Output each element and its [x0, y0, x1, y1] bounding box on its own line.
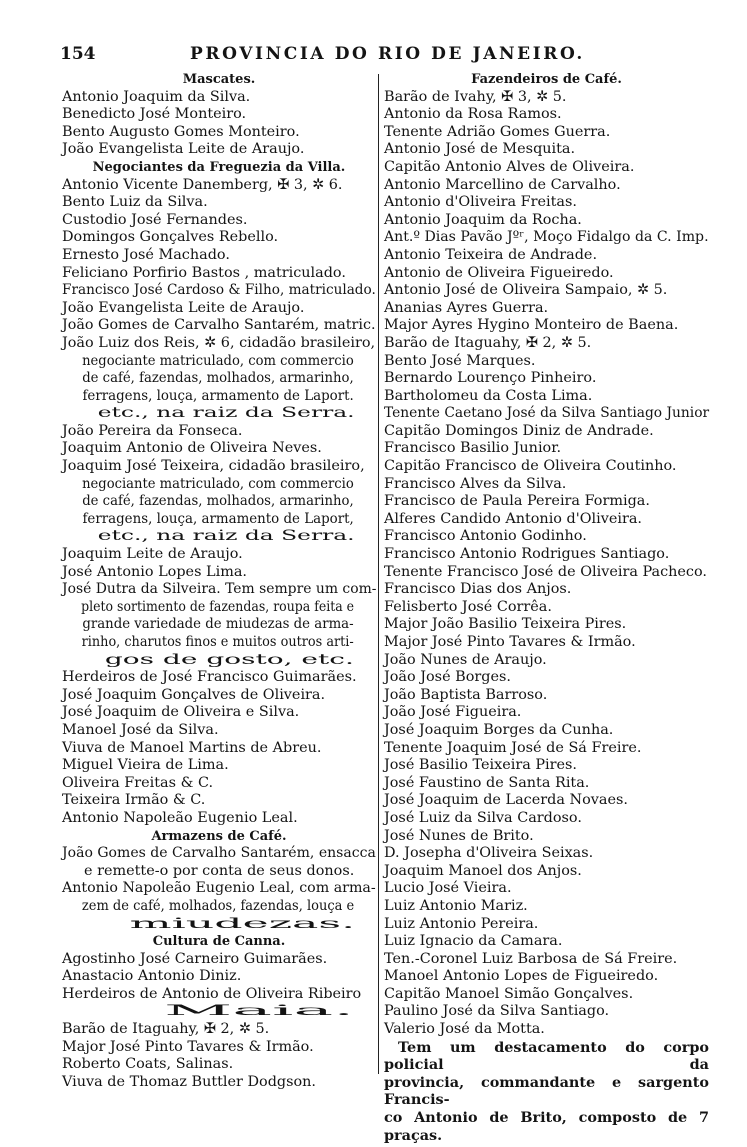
list-item: Alferes Candido Antonio d'Oliveira. — [384, 510, 642, 527]
list-item: José Antonio Lopes Lima. — [62, 563, 247, 580]
list-item-continuation: etc., na raiz da Serra. — [97, 528, 355, 545]
list-item: Francisco Dias dos Anjos. — [384, 581, 572, 598]
list-item: José Joaquim de Oliveira e Silva. — [62, 704, 300, 721]
list-item-continuation: de café, fazendas, molhados, armarinho, — [82, 370, 354, 387]
list-item: Barão de Itaguahy, ✠ 2, ✲ 5. — [384, 334, 592, 351]
list-item: Antonio José de Oliveira Sampaio, ✲ 5. — [384, 282, 668, 299]
list-item: Anastacio Antonio Diniz. — [62, 968, 242, 985]
list-item-continuation: pleto sortimento de fazendas, roupa feita e — [81, 598, 355, 615]
list-item: Tenente Joaquim José de Sá Freire. — [384, 739, 642, 756]
page-title: PROVINCIA DO RIO DE JANEIRO. — [190, 44, 585, 64]
list-item: Tenente Adrião Gomes Guerra. — [384, 123, 611, 140]
page-number: 154 — [60, 44, 96, 64]
list-item: Major José Pinto Tavares & Irmão. — [384, 634, 636, 650]
list-item: João Gomes de Carvalho Santarém, ensacca — [62, 845, 376, 862]
list-item: Roberto Coats, Salinas. — [62, 1056, 234, 1073]
list-item: João Luiz dos Reis, ✲ 6, cidadão brasileiro, — [62, 334, 376, 351]
list-item: Bernardo Lourenço Pinheiro. — [384, 370, 597, 387]
list-item: João José Borges. — [384, 669, 511, 686]
list-item: Joaquim José Teixeira, cidadão brasileiro, — [62, 458, 365, 475]
list-item: Felisberto José Corrêa. — [384, 598, 552, 615]
list-item: Francisco Antonio Rodrigues Santiago. — [384, 546, 670, 563]
page-header — [60, 44, 709, 68]
list-item: Agostinho José Carneiro Guimarães. — [62, 950, 328, 967]
section-heading: Cultura de Canna. — [152, 934, 286, 950]
list-item: Francisco Antonio Godinho. — [384, 528, 587, 545]
list-item: Major Ayres Hygino Monteiro de Baena. — [384, 317, 679, 334]
list-item: Manoel José da Silva. — [62, 721, 219, 738]
list-item: Valerio José da Motta. — [384, 1021, 545, 1038]
police-note-line: provincia, commandante e sargento Francis- — [384, 1073, 709, 1109]
list-item: Antonio Marcellino de Carvalho. — [384, 176, 621, 193]
list-item: Capitão Manoel Simão Gonçalves. — [384, 985, 634, 1002]
list-item: Antonio Teixeira de Andrade. — [384, 246, 598, 263]
list-item: Herdeiros de José Francisco Guimarães. — [62, 669, 357, 686]
list-item-continuation: miudezas. — [129, 915, 356, 932]
list-item-continuation: etc., na raiz da Serra. — [97, 405, 355, 422]
list-item: Antonio de Oliveira Figueiredo. — [384, 264, 614, 281]
list-item: Major João Basilio Teixeira Pires. — [384, 616, 627, 633]
list-item: João Evangelista Leite de Araujo. — [62, 299, 305, 316]
list-item: Francisco José Cardoso & Filho, matriculado. — [62, 282, 376, 299]
list-item: Tenente Francisco José de Oliveira Pacheco. — [384, 563, 707, 580]
section-heading: Fazendeiros de Café. — [471, 72, 622, 87]
list-item: Antonio Napoleão Eugenio Leal, com arma- — [62, 880, 376, 897]
list-item: Benedicto José Monteiro. — [62, 106, 247, 123]
list-item: Ant.º Dias Pavão Jºʳ, Moço Fidalgo da C. Imp. — [384, 229, 709, 246]
list-item: João Evangelista Leite de Araujo. — [62, 141, 305, 158]
list-item-continuation: e remette-o por conta de seus donos. — [84, 862, 355, 879]
list-item-continuation: ferragens, louça, armamento de Laport, — [82, 510, 354, 527]
section-heading: Negociantes da Freguezia da Villa. — [92, 159, 346, 175]
list-item: Herdeiros de Antonio de Oliveira Ribeiro — [62, 985, 362, 1002]
list-item: Feliciano Porfirio Bastos , matriculado. — [62, 264, 346, 281]
list-item-continuation: Maia. — [163, 1003, 355, 1020]
list-item: João Gomes de Carvalho Santarém, matric. — [62, 317, 376, 334]
list-item: Lucio José Vieira. — [384, 880, 512, 897]
list-item: Custodio José Fernandes. — [62, 211, 248, 228]
list-item: Antonio d'Oliveira Freitas. — [384, 194, 577, 211]
list-item: Capitão Domingos Diniz de Andrade. — [384, 422, 654, 439]
left-column — [62, 71, 376, 1091]
list-item: Barão de Itaguahy, ✠ 2, ✲ 5. — [62, 1021, 270, 1038]
list-item: João José Figueira. — [384, 704, 522, 721]
police-note-line: Tem um destacamento do corpo policial da — [384, 1038, 709, 1074]
list-item: Major José Pinto Tavares & Irmão. — [62, 1038, 314, 1055]
column-divider — [378, 74, 379, 1074]
list-item: José Faustino de Santa Rita. — [384, 774, 590, 791]
list-item: José Basilio Teixeira Pires. — [384, 757, 578, 774]
list-item: Francisco Alves da Silva. — [384, 475, 567, 492]
list-item-continuation: negociante matriculado, com commercio — [82, 475, 354, 492]
list-item: Bento Luiz da Silva. — [62, 194, 208, 211]
list-item: Ten.-Coronel Luiz Barbosa de Sá Freire. — [384, 950, 678, 967]
list-item: Luiz Antonio Mariz. — [384, 897, 528, 914]
list-item: Francisco Basilio Junior. — [384, 440, 562, 457]
police-note-line: co Antonio de Brito, composto de 7 praças. — [384, 1109, 709, 1144]
list-item: João Nunes de Araujo. — [384, 651, 547, 668]
list-item: Luiz Antonio Pereira. — [384, 915, 539, 932]
list-item: Capitão Francisco de Oliveira Coutinho. — [384, 458, 677, 475]
list-item: João Pereira da Fonseca. — [62, 422, 243, 439]
list-item: José Nunes de Brito. — [384, 827, 534, 844]
list-item-continuation: zem de café, molhados, fazendas, louça e — [81, 897, 355, 914]
list-item: Antonio Joaquim da Rocha. — [384, 211, 582, 228]
list-item: Domingos Gonçalves Rebello. — [62, 229, 279, 246]
section-heading: Mascates. — [182, 72, 256, 87]
list-item: Joaquim Antonio de Oliveira Neves. — [62, 440, 322, 457]
list-item: Teixeira Irmão & C. — [62, 792, 206, 809]
list-item-continuation: gos de gosto, etc. — [104, 651, 354, 668]
section-heading: Armazens de Café. — [151, 828, 287, 844]
list-item: Barão de Ivahy, ✠ 3, ✲ 5. — [384, 88, 567, 105]
list-item: Bento Augusto Gomes Monteiro. — [62, 123, 300, 140]
list-item: Ernesto José Machado. — [62, 246, 230, 263]
list-item: João Baptista Barroso. — [384, 686, 548, 703]
list-item: Antonio Joaquim da Silva. — [62, 88, 251, 105]
list-item: Capitão Antonio Alves de Oliveira. — [384, 158, 635, 175]
list-item: Viuva de Thomaz Buttler Dodgson. — [62, 1073, 317, 1090]
list-item: Luiz Ignacio da Camara. — [384, 933, 563, 950]
list-item: Oliveira Freitas & C. — [62, 774, 214, 791]
list-item: Miguel Vieira de Lima. — [62, 757, 229, 774]
list-item-continuation: grande variedade de miudezas de arma- — [82, 616, 354, 633]
list-item: José Luiz da Silva Cardoso. — [384, 809, 582, 826]
list-item: José Joaquim de Lacerda Novaes. — [384, 792, 628, 809]
list-item: Tenente Caetano José da Silva Santiago Junior — [384, 405, 710, 422]
list-item: Antonio da Rosa Ramos. — [384, 106, 562, 123]
list-item: Antonio Napoleão Eugenio Leal. — [62, 809, 298, 826]
list-item: Joaquim Manoel dos Anjos. — [384, 862, 582, 879]
list-item: Joaquim Leite de Araujo. — [62, 546, 243, 563]
list-item: Manoel Antonio Lopes de Figueiredo. — [384, 968, 659, 985]
right-column — [384, 71, 709, 1144]
list-item: Bartholomeu da Costa Lima. — [384, 387, 593, 404]
list-item: Antonio José de Mesquita. — [384, 141, 576, 158]
list-item: D. Josepha d'Oliveira Seixas. — [384, 845, 594, 862]
list-item-continuation: rinho, charutos finos e muitos outros arti- — [81, 634, 354, 650]
list-item: Paulino José da Silva Santiago. — [384, 1003, 610, 1020]
list-item: Viuva de Manoel Martins de Abreu. — [62, 739, 322, 756]
list-item-continuation: de café, fazendas, molhados, armarinho, — [82, 493, 354, 510]
list-item: Antonio Vicente Danemberg, ✠ 3, ✲ 6. — [62, 176, 343, 193]
list-item: José Joaquim Gonçalves de Oliveira. — [62, 686, 326, 703]
list-item-continuation: negociante matriculado, com commercio — [82, 352, 354, 369]
list-item: José Dutra da Silveira. Tem sempre um com- — [62, 581, 377, 598]
list-item: Bento José Marques. — [384, 352, 536, 369]
list-item: José Joaquim Borges da Cunha. — [384, 721, 614, 738]
list-item-continuation: ferragens, louça, armamento de Laport. — [82, 387, 354, 404]
list-item: Ananias Ayres Guerra. — [384, 299, 549, 316]
list-item: Francisco de Paula Pereira Formiga. — [384, 493, 650, 510]
